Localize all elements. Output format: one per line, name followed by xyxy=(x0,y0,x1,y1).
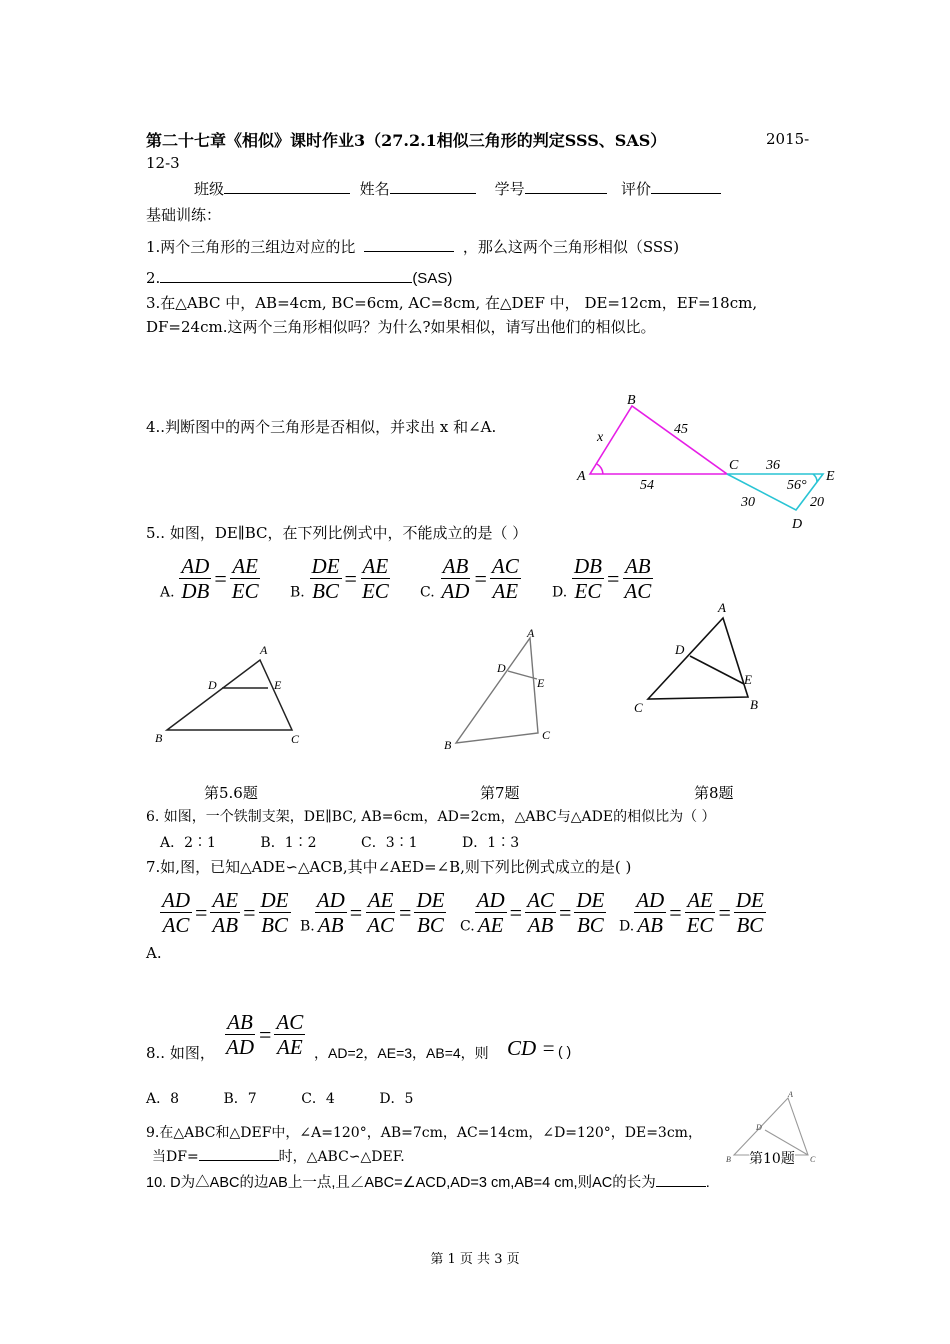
triangle-abc xyxy=(590,406,727,474)
q5-a-den2: EC xyxy=(231,579,259,603)
q7-b-n1: AD xyxy=(316,888,345,912)
fig2-label-b: B xyxy=(444,738,452,752)
caption-fig-10: 第10题 xyxy=(749,1148,795,1168)
date-part2: 12-3 xyxy=(146,154,180,172)
q5-a-den1: DB xyxy=(181,579,210,603)
q5-d-den1: EC xyxy=(574,579,602,603)
fig1-label-c: C xyxy=(291,732,300,746)
fig10-label-c: C xyxy=(810,1155,816,1164)
q7-b-n2: AE xyxy=(367,888,394,912)
q5-c-den1: AD xyxy=(441,579,470,603)
q5-d-den2: AC xyxy=(624,579,652,603)
q7-option-b[interactable]: B. $\frac{AD}{AB}$ = $\frac{AE}{AC}$ = $\frac{DE}{BC}$ xyxy=(300,888,445,937)
caption-fig-7: 第7题 xyxy=(480,784,520,802)
q5-option-a[interactable]: A. $\frac{AD}{DB}$ = $\frac{AE}{EC}$ xyxy=(160,554,259,603)
question-8-values: ，AD=2，AE=3，AB=4，则 xyxy=(314,1045,489,1061)
q8-n1: AB xyxy=(227,1010,253,1034)
caption-fig-8: 第8题 xyxy=(694,784,734,802)
q7-option-c[interactable]: C. $\frac{AD}{AE}$ = $\frac{AC}{AB}$ = $\frac{DE}{BC}$ xyxy=(460,888,605,937)
label-36: 36 xyxy=(766,458,780,473)
question-3-line1: 3.在△ABC 中，AB=4cm, BC=6cm, AC=8cm, 在△DEF 中， DE=12cm，EF=18cm, xyxy=(146,294,758,312)
q7-c-d2: AB xyxy=(527,913,554,937)
fig3-label-d: D xyxy=(675,642,685,657)
q7-c-d1: AE xyxy=(477,913,504,937)
date-part1: 2015- xyxy=(766,130,810,148)
q10-blank[interactable] xyxy=(656,1172,706,1187)
q8-ratio: $\frac{AB}{AD}$ = $\frac{AC}{AE}$ xyxy=(226,1010,304,1059)
q9-text-before: 当DF= xyxy=(152,1149,199,1165)
question-10 xyxy=(146,1171,710,1192)
figure-5-6 xyxy=(150,640,310,750)
fig3-label-b: B xyxy=(750,697,758,712)
q7-b-d3: BC xyxy=(417,913,444,937)
q7-c-n1: AD xyxy=(476,888,505,912)
q7-d-d1: AB xyxy=(637,913,664,937)
class-label: 班级 xyxy=(194,180,225,198)
q7-b-d2: AC xyxy=(367,913,395,937)
q9-blank[interactable] xyxy=(199,1146,279,1161)
label-45: 45 xyxy=(674,422,688,437)
q7-d-n2: AE xyxy=(687,888,713,912)
question-6: 6. 如图，一个铁制支架，DE∥BC, AB=6cm，AD=2cm，△ABC与△ADE的相似比为（ ） xyxy=(146,809,716,825)
question-8-prefix: 8.. 如图， xyxy=(146,1044,215,1062)
page-title: 第二十七章《相似》课时作业3（27.2.1相似三角形的判定SSS、SAS） xyxy=(146,131,667,150)
q7-a-d3: BC xyxy=(261,913,288,937)
fig10-label-a: A xyxy=(788,1090,793,1099)
class-blank[interactable] xyxy=(224,179,350,194)
student-info xyxy=(194,178,721,199)
section-heading: 基础训练： xyxy=(146,206,222,224)
id-label: 学号 xyxy=(494,180,525,198)
label-20: 20 xyxy=(810,495,824,510)
q7-c-label: C. xyxy=(460,918,475,935)
q5-c-den2: AE xyxy=(492,579,519,603)
question-3-line2: DF=24cm.这两个三角形相似吗？为什么?如果相似，请写出他们的相似比。 xyxy=(146,318,656,336)
q5-option-d[interactable]: D. $\frac{DB}{EC}$ = $\frac{AB}{AC}$ xyxy=(552,554,652,603)
fig2-label-c: C xyxy=(542,728,551,742)
q7-b-label: B. xyxy=(300,918,315,935)
q5-option-c[interactable]: C. $\frac{AB}{AD}$ = $\frac{AC}{AE}$ xyxy=(420,554,519,603)
label-30: 30 xyxy=(741,495,755,510)
fig2-label-e: E xyxy=(537,676,545,690)
label-a: A xyxy=(577,469,586,484)
label-54: 54 xyxy=(640,478,654,493)
q7-d-d3: BC xyxy=(736,913,764,937)
angle-a-arc xyxy=(597,464,603,474)
fig1-label-e: E xyxy=(274,678,282,692)
q8-options[interactable]: A．8 B．7 C．4 D．5 xyxy=(146,1091,414,1107)
q7-b-n3: DE xyxy=(416,888,445,912)
fig3-label-c: C xyxy=(634,700,643,715)
q5-d-num1: DB xyxy=(573,554,602,578)
q1-text-after: ，那么这两个三角形相似（SSS) xyxy=(462,238,680,256)
question-1 xyxy=(146,236,679,257)
label-d: D xyxy=(792,517,803,532)
q7-a-d2: AB xyxy=(212,913,239,937)
q7-option-a[interactable]: $\frac{AD}{AC}$ = $\frac{AE}{AB}$ = $\frac{DE}{BC}$ xyxy=(162,888,289,937)
grade-blank[interactable] xyxy=(651,179,721,194)
question-7: 7.如,图，已知△ADE∽△ACB,其中∠AED=∠B,则下列比例式成立的是( ) xyxy=(146,858,632,876)
q5-d-num2: AB xyxy=(624,554,651,578)
q5-b-den1: BC xyxy=(312,579,339,603)
fig10-label-d: D xyxy=(756,1123,762,1132)
label-56-deg: 56° xyxy=(787,478,807,493)
page-footer: 第 1 页 共 3 页 xyxy=(430,1252,520,1267)
q8-cd: CD = xyxy=(507,1036,556,1060)
q8-n2: AC xyxy=(276,1010,304,1034)
q7-c-n2: AC xyxy=(527,888,554,912)
label-b: B xyxy=(627,393,636,408)
q6-options[interactable]: A．2∶1 B．1∶2 C．3∶1 D．1∶3 xyxy=(160,835,520,851)
question-9-line2 xyxy=(152,1146,405,1166)
q10-text: 10. D为△ABC的边AB上一点,且∠ABC=∠ACD,AD=3 cm,AB=4 cm,则AC的长为 xyxy=(146,1175,656,1191)
name-blank[interactable] xyxy=(390,179,476,194)
q7-c-d3: BC xyxy=(576,913,604,937)
q7-option-d[interactable]: D. $\frac{AD}{AB}$ = $\frac{AE}{EC}$ = $\frac{DE}{BC}$ xyxy=(619,888,764,937)
q5-b-num2: AE xyxy=(362,554,389,578)
question-9-line1: 9.在△ABC和△DEF中，∠A=120°，AB=7cm，AC=14cm，∠D=120°，DE=3cm， xyxy=(146,1125,702,1141)
fig1-label-d: D xyxy=(208,678,217,692)
q5-option-b[interactable]: B. $\frac{DE}{BC}$ = $\frac{AE}{EC}$ xyxy=(290,554,389,603)
q8-d1: AD xyxy=(226,1035,254,1059)
q7-d-n3: DE xyxy=(735,888,764,912)
figure-7 xyxy=(440,625,570,755)
label-e: E xyxy=(826,469,835,484)
fig3-label-e: E xyxy=(744,672,752,687)
fig2-label-d: D xyxy=(497,661,506,675)
q2-text-after: (SAS) xyxy=(412,270,453,287)
fig2-label-a: A xyxy=(527,626,535,640)
name-label: 姓名 xyxy=(359,180,390,198)
angle-e-arc xyxy=(813,474,817,482)
figure-8 xyxy=(630,598,770,723)
q2-blank[interactable] xyxy=(160,268,412,283)
q7-d-n1: AD xyxy=(636,888,665,912)
id-blank[interactable] xyxy=(525,179,607,194)
label-c: C xyxy=(729,458,739,473)
q9-text-after: 时，△ABC∽△DEF. xyxy=(278,1149,405,1165)
q7-a-d1: AC xyxy=(162,913,190,937)
q5-b-num1: DE xyxy=(311,554,340,578)
q8-paren: ( ) xyxy=(558,1043,572,1059)
q7-a-n1: AD xyxy=(162,888,190,912)
q7-b-d1: AB xyxy=(317,913,344,937)
q10-end: . xyxy=(705,1175,710,1191)
q5-a-num2: AE xyxy=(232,554,259,578)
fig1-label-b: B xyxy=(155,731,163,745)
q5-b-den2: EC xyxy=(361,579,389,603)
q1-text: 1.两个三角形的三组边对应的比 xyxy=(146,238,356,256)
q5-a-num1: AD xyxy=(181,554,210,578)
fig10-label-b: B xyxy=(726,1155,731,1164)
fig1-label-a: A xyxy=(260,643,268,657)
caption-fig-5-6: 第5.6题 xyxy=(204,784,258,802)
q4-figure xyxy=(570,385,845,535)
q5-b-label: B. xyxy=(290,584,305,601)
q2-number: 2. xyxy=(146,269,161,287)
q7-c-n3: DE xyxy=(576,888,605,912)
grade-label: 评价 xyxy=(620,180,651,198)
q7-a-n2: AE xyxy=(212,888,239,912)
fig3-label-a: A xyxy=(718,600,726,615)
question-4: 4..判断图中的两个三角形是否相似，并求出 x 和∠A. xyxy=(146,418,497,436)
label-x: x xyxy=(597,430,604,445)
q7-d-d2: EC xyxy=(686,913,714,937)
q5-c-num1: AB xyxy=(442,554,469,578)
q7-a-n3: DE xyxy=(260,888,289,912)
q7-option-a-label: A. xyxy=(146,944,162,962)
q1-blank[interactable] xyxy=(364,237,454,252)
q5-c-num2: AC xyxy=(491,554,519,578)
q8-d2: AE xyxy=(277,1035,303,1059)
question-5: 5.. 如图，DE∥BC，在下列比例式中，不能成立的是（ ） xyxy=(146,524,528,542)
q5-d-label: D. xyxy=(552,584,568,601)
q5-c-label: C. xyxy=(420,584,435,601)
question-2 xyxy=(146,268,452,287)
q7-d-label: D. xyxy=(619,918,635,935)
q5-a-label: A. xyxy=(160,584,175,601)
